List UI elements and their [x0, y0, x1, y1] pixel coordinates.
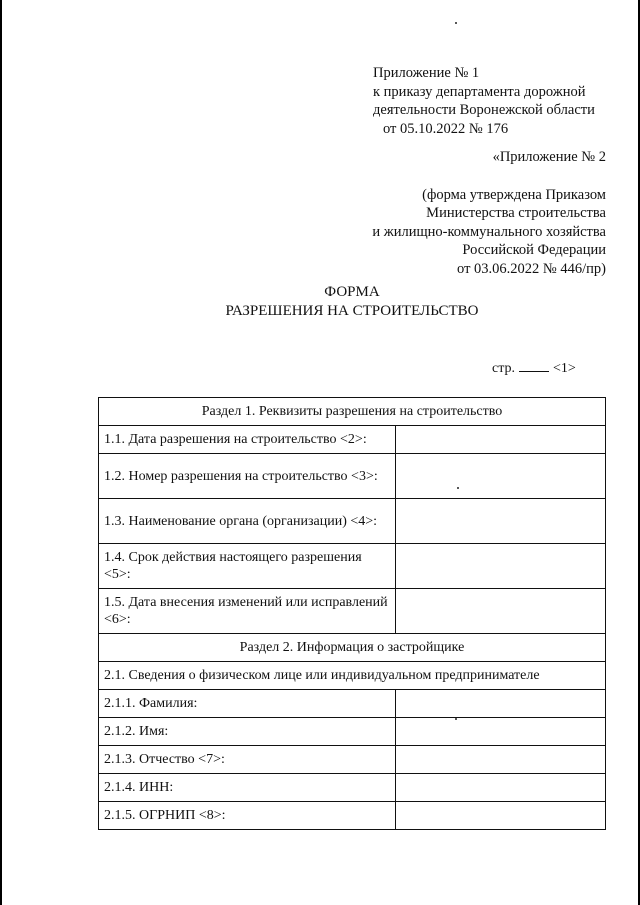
field-label-permit-number: 1.2. Номер разрешения на строительство <3>: [99, 454, 396, 499]
approval-line-2: Министерства строительства [426, 205, 606, 221]
field-value-permit-date[interactable] [395, 426, 606, 454]
field-label-inn: 2.1.4. ИНН: [99, 774, 396, 802]
approval-line-5: от 03.06.2022 № 446/пр) [457, 260, 606, 277]
form-title [0, 283, 640, 321]
approval-line-3: и жилищно-коммунального хозяйства [372, 223, 606, 240]
page-number-blank [519, 359, 549, 372]
scan-speck [455, 718, 457, 720]
section-2-header: Раздел 2. Информация о застройщике [99, 634, 606, 662]
page-number [492, 359, 576, 377]
appendix-2-label: «Приложение № 2 [492, 149, 606, 165]
field-label-patronymic: 2.1.3. Отчество <7>: [99, 746, 396, 774]
subsection-individual-entrepreneur: 2.1. Сведения о физическом лице или индивидуальном предпринимателе [99, 662, 606, 690]
scan-speck [455, 22, 457, 24]
field-value-ogrnip[interactable] [395, 802, 606, 830]
field-label-amendment-date: 1.5. Дата внесения изменений или исправлений <6>: [99, 589, 396, 634]
section-1-header: Раздел 1. Реквизиты разрешения на строительство [99, 398, 606, 426]
field-value-amendment-date[interactable] [395, 589, 606, 634]
permit-form-table [98, 397, 606, 830]
approval-line-1: (форма утверждена Приказом [422, 186, 606, 203]
field-value-permit-number[interactable] [395, 454, 606, 499]
field-value-patronymic[interactable] [395, 746, 606, 774]
field-label-ogrnip: 2.1.5. ОГРНИП <8>: [99, 802, 396, 830]
appendix-order-line: к приказу департамента дорожной [373, 83, 586, 100]
page-number-suffix: <1> [553, 361, 576, 376]
field-value-issuing-authority[interactable] [395, 499, 606, 544]
appendix-department-line: деятельности Воронежской области [373, 102, 595, 118]
scan-speck [457, 487, 459, 489]
approval-note [372, 148, 606, 278]
field-label-issuing-authority: 1.3. Наименование органа (организации) <4>: [99, 499, 396, 544]
appendix-header [373, 64, 595, 138]
field-label-first-name: 2.1.2. Имя: [99, 718, 396, 746]
form-title-line-2: РАЗРЕШЕНИЯ НА СТРОИТЕЛЬСТВО [225, 303, 479, 319]
field-label-validity-period: 1.4. Срок действия настоящего разрешения <5>: [99, 544, 396, 589]
appendix-order-date: от 05.10.2022 № 176 [383, 120, 509, 137]
field-value-first-name[interactable] [395, 718, 606, 746]
page-number-prefix: стр. [492, 361, 516, 376]
approval-line-4: Российской Федерации [462, 242, 606, 258]
field-value-inn[interactable] [395, 774, 606, 802]
field-label-surname: 2.1.1. Фамилия: [99, 690, 396, 718]
appendix-number: Приложение № 1 [373, 65, 480, 81]
field-value-validity-period[interactable] [395, 544, 606, 589]
field-label-permit-date: 1.1. Дата разрешения на строительство <2>: [99, 426, 396, 454]
form-title-line-1: ФОРМА [324, 284, 380, 300]
field-value-surname[interactable] [395, 690, 606, 718]
